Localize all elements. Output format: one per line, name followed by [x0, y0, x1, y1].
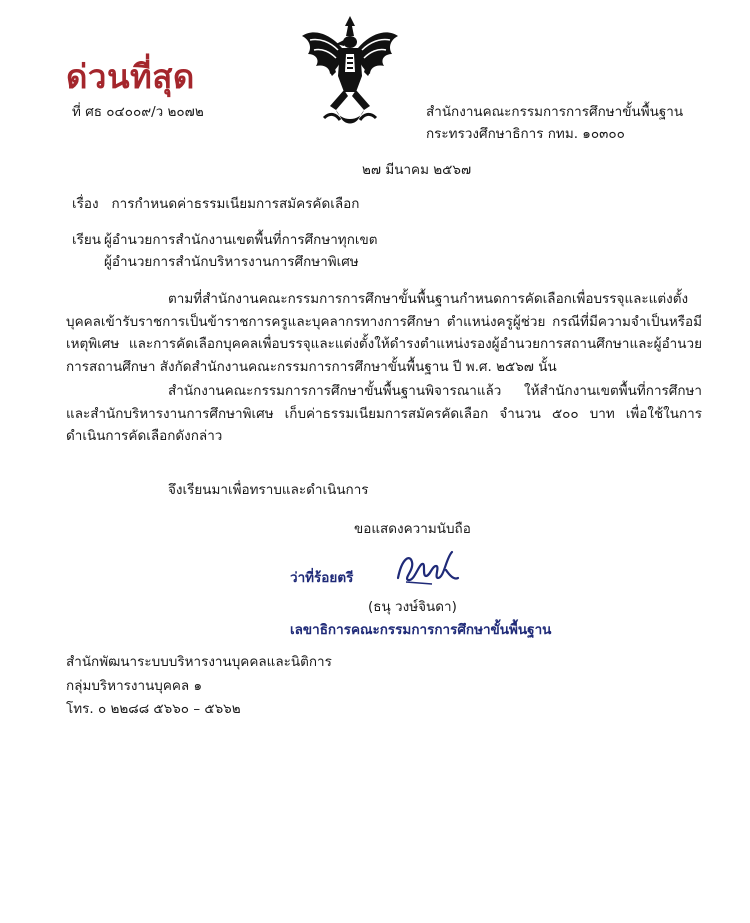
office-name: สำนักงานคณะกรรมการการศึกษาขั้นพื้นฐาน [426, 104, 684, 120]
office-address: กระทรวงศึกษาธิการ กทม. ๑๐๓๐๐ [426, 126, 625, 142]
signatory-rank: ว่าที่ร้อยตรี [290, 570, 354, 586]
subject-label: เรื่อง [72, 196, 99, 212]
recipient-line-1: ผู้อำนวยการสำนักงานเขตพื้นที่การศึกษาทุกเขต [104, 232, 378, 248]
signatory-position: เลขาธิการคณะกรรมการการศึกษาขั้นพื้นฐาน [290, 622, 552, 638]
body-paragraph-2: สำนักงานคณะกรรมการการศึกษาขั้นพื้นฐานพิจารณาแล้ว ให้สำนักงานเขตพื้นที่การศึกษา และสำนักบริหารงานการศึกษาพิเศษ เก็บค่าธรรมเนียมการสมัครคัดเลือก จำนวน ๕๐๐ บาท เพื่อใช้ในการดำเนินการคัดเลือกดังกล่าว [66, 383, 702, 444]
signatory-name: (ธนุ วงษ์จินดา) [368, 599, 457, 615]
garuda-emblem-icon [300, 14, 400, 132]
footer-department: สำนักพัฒนาระบบบริหารงานบุคคลและนิติการ [66, 654, 332, 670]
subject-text: การกำหนดค่าธรรมเนียมการสมัครคัดเลือก [111, 196, 360, 212]
footer-phone: โทร. ๐ ๒๒๘๘ ๕๖๖๐ – ๕๖๖๒ [66, 701, 241, 717]
body-paragraph-1: ตามที่สำนักงานคณะกรรมการการศึกษาขั้นพื้นฐานกำหนดการคัดเลือกเพื่อบรรจุและแต่งตั้งบุคคลเข้ารับราชการเป็นข้าราชการครูและบุคลากรทางการศึกษา ตำแหน่งครูผู้ช่วย กรณีที่มีความจำเป็นหรือมีเหตุพิเศษ และการคัดเลือกบุคคลเพื่อบรรจุและแต่งตั้งให้ดำรงตำแหน่งรองผู้อำนวยการสถานศึกษาและผู้อำนวยการสถานศึกษา สังกัดสำนักงานคณะกรรมการการศึกษาขั้นพื้นฐาน ปี พ.ศ. ๒๕๖๗ นั้น [66, 291, 702, 375]
document-date: ๒๗ มีนาคม ๒๕๖๗ [362, 162, 472, 178]
recipient-label: เรียน [72, 232, 102, 248]
body-paragraph-3: จึงเรียนมาเพื่อทราบและดำเนินการ [168, 482, 369, 498]
urgency-stamp: ด่วนที่สุด [66, 57, 195, 96]
handwritten-signature [392, 548, 462, 588]
reference-number: ที่ ศธ ๐๔๐๐๙/ว ๒๐๗๒ [72, 104, 204, 120]
subject-line [72, 194, 359, 214]
footer-group: กลุ่มบริหารงานบุคคล ๑ [66, 678, 203, 694]
recipient-line-2: ผู้อำนวยการสำนักบริหารงานการศึกษาพิเศษ [104, 254, 359, 270]
closing-phrase: ขอแสดงความนับถือ [354, 521, 471, 537]
